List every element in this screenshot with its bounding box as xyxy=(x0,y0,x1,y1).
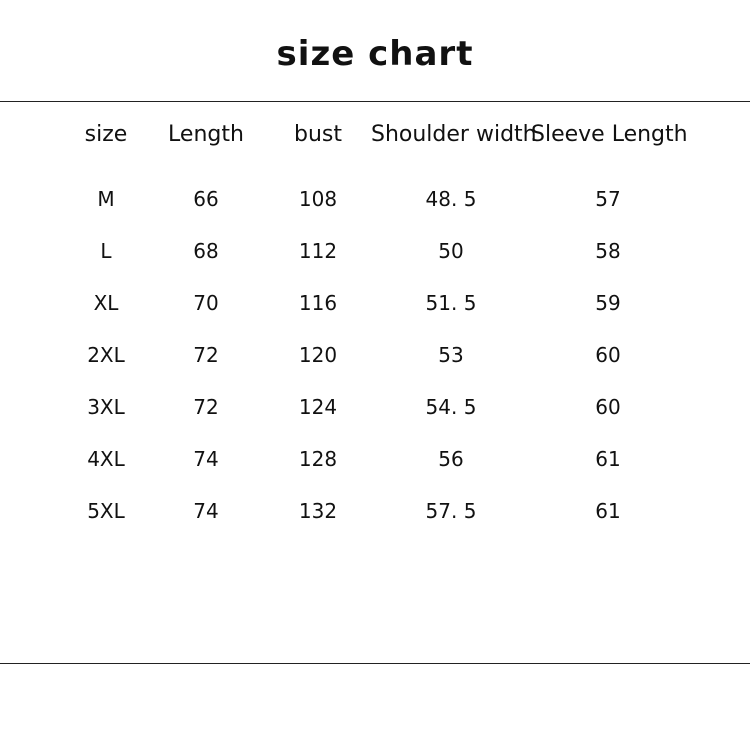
column-header-bust: bust xyxy=(294,122,342,147)
cell-bust: 128 xyxy=(298,447,338,471)
cell-shoulder-width: 53 xyxy=(438,343,464,367)
cell-sleeve-length: 61 xyxy=(595,499,621,523)
cell-length: 74 xyxy=(193,499,219,523)
size-table-head xyxy=(65,122,688,173)
cell-length: 68 xyxy=(193,239,219,263)
divider-top xyxy=(0,101,750,102)
cell-sleeve-length: 59 xyxy=(595,291,621,315)
column-header-size: size xyxy=(84,122,128,147)
cell-bust: 116 xyxy=(298,291,338,315)
cell-bust: 112 xyxy=(298,239,338,263)
table-row xyxy=(65,225,685,277)
table-row xyxy=(65,433,685,485)
column-header-sleeve-length: Sleeve Length xyxy=(531,122,688,147)
cell-length: 74 xyxy=(193,447,219,471)
table-header-row xyxy=(65,122,685,173)
table-row xyxy=(65,329,685,381)
cell-sleeve-length: 58 xyxy=(595,239,621,263)
table-row xyxy=(65,277,685,329)
column-header-length: Length xyxy=(168,122,244,147)
size-table-body xyxy=(65,173,685,537)
cell-shoulder-width: 57. 5 xyxy=(425,499,477,523)
cell-size: XL xyxy=(93,291,119,315)
cell-bust: 120 xyxy=(298,343,338,367)
cell-length: 72 xyxy=(193,343,219,367)
cell-shoulder-width: 54. 5 xyxy=(425,395,477,419)
cell-size: L xyxy=(100,239,112,263)
cell-sleeve-length: 60 xyxy=(595,395,621,419)
table-row xyxy=(65,381,685,433)
table-row xyxy=(65,485,685,537)
cell-sleeve-length: 61 xyxy=(595,447,621,471)
cell-length: 70 xyxy=(193,291,219,315)
cell-size: 4XL xyxy=(87,447,125,471)
cell-bust: 132 xyxy=(298,499,338,523)
divider-bottom xyxy=(0,663,750,664)
cell-size: 2XL xyxy=(87,343,125,367)
cell-bust: 124 xyxy=(298,395,338,419)
cell-length: 72 xyxy=(193,395,219,419)
table-row xyxy=(65,173,685,225)
cell-length: 66 xyxy=(193,187,219,211)
cell-size: 5XL xyxy=(87,499,125,523)
cell-sleeve-length: 60 xyxy=(595,343,621,367)
size-table-container xyxy=(0,122,750,537)
size-table xyxy=(65,122,688,537)
cell-shoulder-width: 50 xyxy=(438,239,464,263)
cell-shoulder-width: 48. 5 xyxy=(425,187,477,211)
cell-bust: 108 xyxy=(298,187,338,211)
cell-size: 3XL xyxy=(87,395,125,419)
cell-sleeve-length: 57 xyxy=(595,187,621,211)
cell-shoulder-width: 56 xyxy=(438,447,464,471)
page-title: size chart xyxy=(276,34,474,74)
column-header-shoulder-width: Shoulder width xyxy=(371,122,537,147)
cell-size: M xyxy=(97,187,115,211)
cell-shoulder-width: 51. 5 xyxy=(425,291,477,315)
